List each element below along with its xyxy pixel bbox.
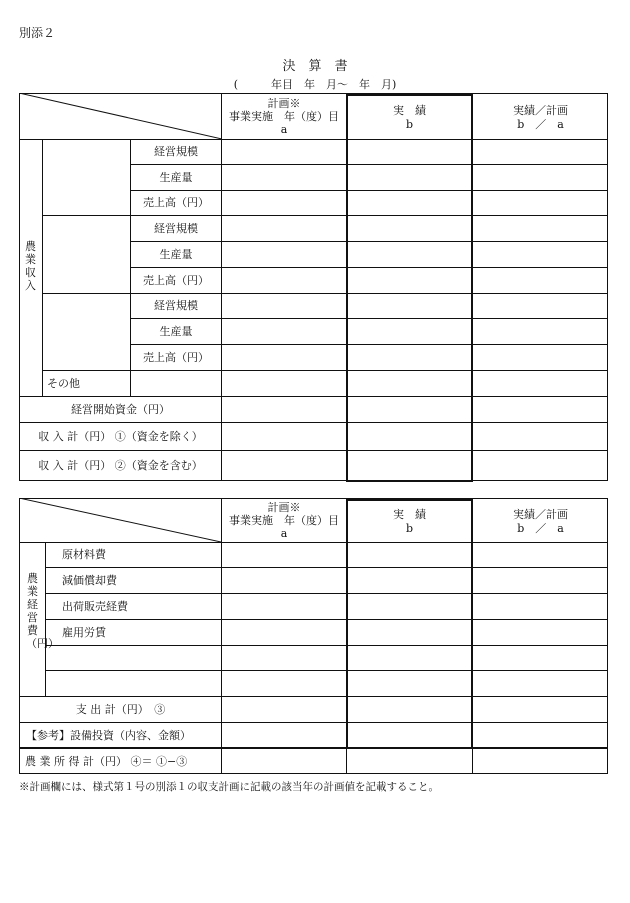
row-label-other: その他: [47, 377, 80, 390]
plan-header-line3: a: [280, 527, 288, 540]
plan-header-line1: 計画※: [267, 501, 301, 514]
footnote: ※計画欄には、様式第１号の別添１の収支計画に記載の該当年の計画値を記載すること。: [19, 781, 439, 793]
diagonal-line: [19, 498, 221, 542]
actual-header-line2: b: [405, 522, 414, 535]
row-label-production: 生産量: [159, 325, 193, 338]
plan-header-line2: 事業実施 年（度）目: [229, 514, 339, 527]
diagonal-line: [19, 93, 222, 139]
row-label-income-total-2: 収 入 計（円） ②（資金を含む）: [38, 459, 203, 472]
ratio-header-line1: 実績／計画: [513, 508, 568, 521]
row-label-capital-investment: 【参考】設備投資（内容、金額）: [26, 729, 191, 742]
actual-header-line1: 実 績: [393, 104, 426, 117]
plan-header-line1: 計画※: [267, 97, 301, 110]
ratio-header-line1: 実績／計画: [513, 104, 568, 117]
page-title: 決 算 書: [282, 59, 348, 74]
income-side-label: 農業収入: [25, 240, 36, 292]
actual-header-line2: b: [405, 118, 414, 131]
row-label-net-income: 農 業 所 得 計（円） ④＝ ①−③: [25, 755, 188, 768]
row-label-sales: 売上高（円）: [143, 351, 209, 364]
row-label-scale: 経営規模: [154, 299, 198, 312]
expense-item-shipping: 出荷販売経費: [62, 600, 128, 613]
actual-header-line1: 実 績: [393, 508, 426, 521]
row-label-expense-total: 支 出 計（円） ③: [75, 703, 166, 716]
expense-item-labor: 雇用労賃: [62, 626, 106, 639]
row-label-sales: 売上高（円）: [143, 274, 209, 287]
expense-item-depreciation: 減価償却費: [62, 574, 117, 587]
expense-item-materials: 原材料費: [62, 548, 106, 561]
row-label-start-fund: 経営開始資金（円）: [71, 403, 170, 416]
row-label-sales: 売上高（円）: [143, 196, 209, 209]
row-label-scale: 経営規模: [154, 145, 198, 158]
plan-header-line2: 事業実施 年（度）目: [229, 110, 339, 123]
row-label-production: 生産量: [159, 171, 193, 184]
expense-side-label: 農業経営費（円）: [26, 572, 59, 650]
plan-header-line3: a: [280, 123, 288, 136]
doc-label: 別添２: [19, 26, 56, 40]
period-text: ( 年目 年 月〜 年 月): [233, 78, 397, 91]
ratio-header-line2: b ／ a: [517, 522, 564, 535]
row-label-income-total-1: 収 入 計（円） ①（資金を除く）: [38, 430, 203, 443]
row-label-production: 生産量: [159, 248, 193, 261]
ratio-header-line2: b ／ a: [517, 118, 564, 131]
row-label-scale: 経営規模: [154, 222, 198, 235]
